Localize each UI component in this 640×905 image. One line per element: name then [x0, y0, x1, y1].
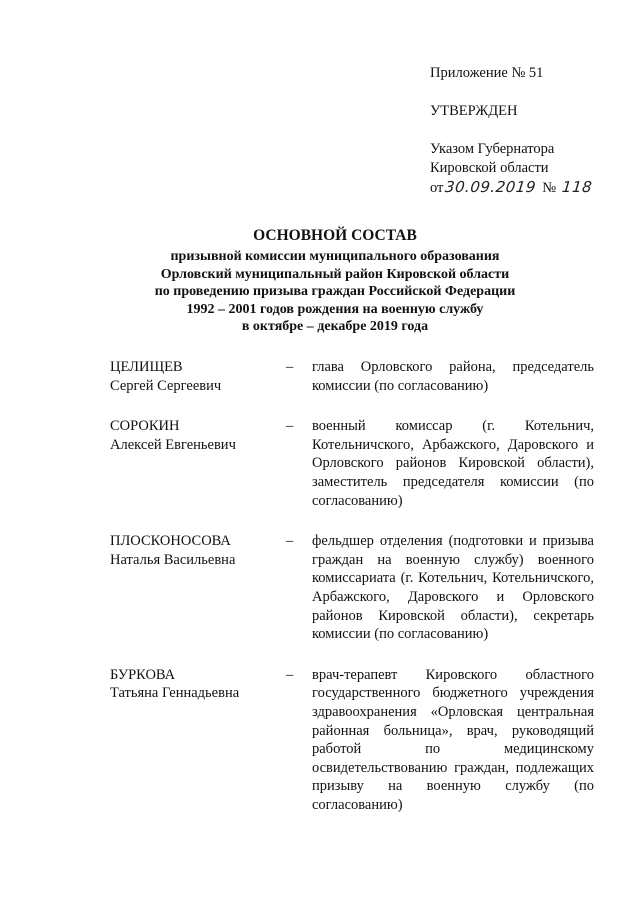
date-prefix: от — [430, 180, 444, 196]
member-surname: ЦЕЛИЩЕВ — [110, 359, 183, 375]
title-line: в октябре – декабре 2019 года — [241, 319, 429, 335]
decree-line-1: Указом Губернатора — [430, 141, 555, 157]
decree-date-line — [430, 178, 630, 198]
member-name — [110, 417, 286, 510]
member-row — [110, 666, 594, 815]
member-role: глава Орловского района, председатель комиссии (по согласованию) — [312, 359, 594, 394]
number-sign: № — [542, 180, 557, 196]
appendix-label: Приложение № 51 — [430, 65, 544, 81]
document-title — [110, 226, 560, 336]
decree-line-2: Кировской области — [430, 160, 549, 176]
member-dash: – — [286, 533, 294, 550]
member-row — [110, 358, 594, 395]
member-role: врач-терапевт Кировского областного государственного бюджетного учреждения здравоохранения «Орловская центральная районная больница», врач, руководящий работой по медицинскому освидетельствованию граждан, подлежащих призыву на военную службу (по согласованию) — [312, 666, 594, 813]
handwritten-number: 118 — [561, 178, 594, 196]
member-role: фельдшер отделения (подготовки и призыва граждан на военную службу) военного комиссариата (г. Котельнич, Котельничского, Арбажского, Даровского и Орловского районов Кировской области), секретарь комиссии (по согласованию) — [312, 533, 594, 643]
member-dash: – — [286, 359, 294, 375]
approval-header — [430, 64, 630, 198]
title-line: 1992 – 2001 годов рождения на военную службу — [186, 301, 484, 317]
member-dash: – — [286, 418, 294, 435]
member-given-name: Алексей Евгеньевич — [110, 436, 236, 453]
approved-label: УТВЕРЖДЕН — [430, 103, 518, 119]
member-role: военный комиссар (г. Котельнич, Котельничского, Арбажского, Даровского и Орловского районов Кировской области), заместитель председателя комиссии (по согласованию) — [312, 418, 594, 509]
title-line: призывной комиссии муниципального образования — [170, 249, 500, 264]
member-surname: БУРКОВА — [110, 666, 176, 683]
member-name — [110, 532, 286, 644]
member-dash: – — [286, 666, 294, 683]
member-name — [110, 358, 286, 395]
member-surname: ПЛОСКОНОСОВА — [110, 533, 231, 550]
member-list — [110, 358, 594, 836]
title-line: по проведению призыва граждан Российской Федерации — [154, 284, 516, 300]
member-given-name: Татьяна Геннадьевна — [110, 685, 240, 702]
member-row — [110, 417, 594, 510]
handwritten-date: 30.09.2019 — [444, 178, 538, 196]
title-line: Орловский муниципальный район Кировской области — [160, 266, 510, 282]
member-row — [110, 532, 594, 644]
member-name — [110, 666, 286, 815]
member-given-name: Наталья Васильевна — [110, 551, 236, 568]
member-given-name: Сергей Сергеевич — [110, 377, 222, 394]
title-main: ОСНОВНОЙ СОСТАВ — [253, 227, 417, 244]
member-surname: СОРОКИН — [110, 418, 180, 435]
